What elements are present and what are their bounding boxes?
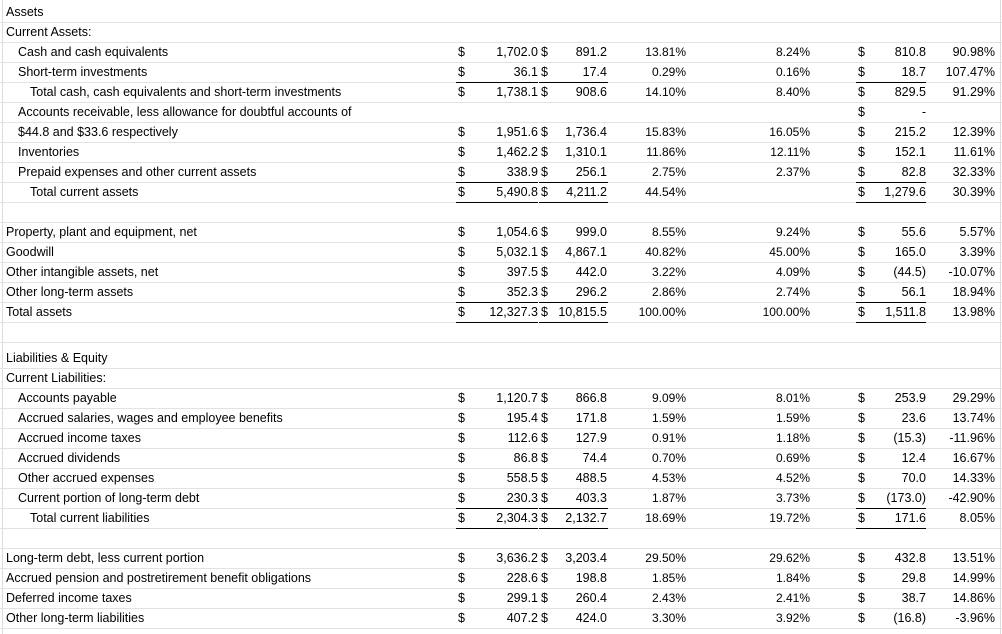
value-prior-year: 4,867.1 xyxy=(565,245,607,259)
percent-current-year: 29.50% xyxy=(645,551,686,565)
row-label: Short-term investments xyxy=(18,65,148,79)
table-row xyxy=(0,83,1002,103)
value-current-year: 5,032.1 xyxy=(496,245,538,259)
value-change: (44.5) xyxy=(893,265,926,279)
percent-prior-year: 4.09% xyxy=(775,265,810,279)
table-row xyxy=(0,409,1002,429)
row-label: Long-term debt, less current portion xyxy=(6,551,205,565)
value-current-year: 5,490.8 xyxy=(496,185,538,199)
row-label: Current Liabilities: xyxy=(6,371,107,385)
value-current-year: 36.1 xyxy=(513,65,538,79)
table-row xyxy=(0,123,1002,143)
currency-symbol: $ xyxy=(858,185,865,199)
currency-symbol: $ xyxy=(858,431,865,445)
table-row xyxy=(0,143,1002,163)
currency-symbol: $ xyxy=(541,451,548,465)
currency-symbol: $ xyxy=(858,105,865,119)
percent-prior-year: 45.00% xyxy=(769,245,810,259)
currency-symbol: $ xyxy=(858,391,865,405)
currency-symbol: $ xyxy=(458,85,465,99)
value-prior-year: 488.5 xyxy=(575,471,607,485)
currency-symbol: $ xyxy=(458,185,465,199)
table-row xyxy=(0,243,1002,263)
currency-symbol: $ xyxy=(458,611,465,625)
percent-prior-year: 2.37% xyxy=(775,165,810,179)
currency-symbol: $ xyxy=(541,165,548,179)
currency-symbol: $ xyxy=(458,145,465,159)
table-row xyxy=(0,569,1002,589)
value-prior-year: 74.4 xyxy=(582,451,607,465)
percent-change: 32.33% xyxy=(952,165,995,179)
table-row xyxy=(0,23,1002,43)
value-current-year: 1,120.7 xyxy=(496,391,538,405)
value-current-year: 230.3 xyxy=(506,491,538,505)
currency-symbol: $ xyxy=(858,305,865,319)
value-current-year: 195.4 xyxy=(506,411,538,425)
table-row xyxy=(0,369,1002,389)
currency-symbol: $ xyxy=(458,45,465,59)
percent-change: -11.96% xyxy=(949,431,995,445)
percent-current-year: 0.91% xyxy=(651,431,686,445)
currency-symbol: $ xyxy=(858,571,865,585)
currency-symbol: $ xyxy=(541,285,548,299)
value-change: 12.4 xyxy=(901,451,926,465)
percent-current-year: 14.10% xyxy=(645,85,686,99)
currency-symbol: $ xyxy=(458,551,465,565)
percent-change: 30.39% xyxy=(952,185,995,199)
currency-symbol: $ xyxy=(858,285,865,299)
value-prior-year: 17.4 xyxy=(582,65,607,79)
currency-symbol: $ xyxy=(458,265,465,279)
percent-current-year: 40.82% xyxy=(645,245,686,259)
percent-prior-year: 0.69% xyxy=(775,451,810,465)
table-row xyxy=(0,389,1002,409)
currency-symbol: $ xyxy=(458,451,465,465)
percent-change: 11.61% xyxy=(953,145,995,159)
currency-symbol: $ xyxy=(858,145,865,159)
currency-symbol: $ xyxy=(858,165,865,179)
currency-symbol: $ xyxy=(458,511,465,525)
currency-symbol: $ xyxy=(541,391,548,405)
currency-symbol: $ xyxy=(541,411,548,425)
value-current-year: 1,702.0 xyxy=(496,45,538,59)
table-row xyxy=(0,609,1002,629)
percent-current-year: 11.86% xyxy=(646,145,686,159)
table-row xyxy=(0,349,1002,369)
table-row xyxy=(0,43,1002,63)
currency-symbol: $ xyxy=(458,491,465,505)
currency-symbol: $ xyxy=(858,245,865,259)
value-current-year: 12,327.3 xyxy=(489,305,538,319)
percent-current-year: 4.53% xyxy=(651,471,686,485)
currency-symbol: $ xyxy=(541,125,548,139)
value-change: 29.8 xyxy=(901,571,926,585)
percent-prior-year: 4.52% xyxy=(775,471,810,485)
value-current-year: 1,738.1 xyxy=(496,85,538,99)
value-change: - xyxy=(921,105,926,119)
value-prior-year: 891.2 xyxy=(575,45,607,59)
row-label: Total current liabilities xyxy=(30,511,150,525)
percent-prior-year: 29.62% xyxy=(769,551,810,565)
currency-symbol: $ xyxy=(541,471,548,485)
currency-symbol: $ xyxy=(858,45,865,59)
currency-symbol: $ xyxy=(858,85,865,99)
currency-symbol: $ xyxy=(458,305,465,319)
value-current-year: 397.5 xyxy=(506,265,538,279)
value-prior-year: 424.0 xyxy=(575,611,607,625)
currency-symbol: $ xyxy=(458,225,465,239)
value-current-year: 112.6 xyxy=(507,431,538,445)
currency-symbol: $ xyxy=(858,591,865,605)
percent-change: 5.57% xyxy=(959,225,995,239)
value-current-year: 228.6 xyxy=(506,571,538,585)
value-prior-year: 4,211.2 xyxy=(566,185,607,199)
value-prior-year: 127.9 xyxy=(575,431,607,445)
value-change: 38.7 xyxy=(901,591,926,605)
currency-symbol: $ xyxy=(458,411,465,425)
value-current-year: 1,951.6 xyxy=(496,125,538,139)
value-prior-year: 3,203.4 xyxy=(565,551,607,565)
row-label: Accrued dividends xyxy=(18,451,121,465)
currency-symbol: $ xyxy=(858,511,865,525)
table-row xyxy=(0,489,1002,509)
value-change: 82.8 xyxy=(901,165,926,179)
value-change: 432.8 xyxy=(894,551,926,565)
percent-change: 107.47% xyxy=(945,65,995,79)
table-row xyxy=(0,263,1002,283)
value-current-year: 1,462.2 xyxy=(496,145,538,159)
percent-change: 13.51% xyxy=(952,551,995,565)
currency-symbol: $ xyxy=(858,551,865,565)
table-row xyxy=(0,283,1002,303)
percent-current-year: 1.85% xyxy=(651,571,686,585)
value-prior-year: 403.3 xyxy=(575,491,607,505)
value-prior-year: 442.0 xyxy=(575,265,607,279)
row-label: Accrued income taxes xyxy=(18,431,141,445)
table-row xyxy=(0,203,1002,223)
table-row xyxy=(0,183,1002,203)
percent-prior-year: 2.41% xyxy=(775,591,810,605)
percent-current-year: 1.87% xyxy=(651,491,686,505)
table-row xyxy=(0,323,1002,343)
value-current-year: 338.9 xyxy=(506,165,538,179)
currency-symbol: $ xyxy=(541,85,548,99)
percent-prior-year: 2.74% xyxy=(775,285,810,299)
percent-prior-year: 3.73% xyxy=(775,491,810,505)
table-row xyxy=(0,469,1002,489)
percent-prior-year: 1.18% xyxy=(775,431,810,445)
percent-current-year: 44.54% xyxy=(645,185,686,199)
value-change: (15.3) xyxy=(893,431,926,445)
percent-current-year: 3.30% xyxy=(651,611,686,625)
currency-symbol: $ xyxy=(541,265,548,279)
value-current-year: 407.2 xyxy=(506,611,538,625)
value-current-year: 1,054.6 xyxy=(496,225,538,239)
grid-line xyxy=(0,342,1002,343)
percent-change: 8.05% xyxy=(959,511,995,525)
currency-symbol: $ xyxy=(858,225,865,239)
percent-current-year: 3.22% xyxy=(651,265,686,279)
table-row xyxy=(0,303,1002,323)
row-label: Inventories xyxy=(18,145,80,159)
percent-current-year: 2.75% xyxy=(651,165,686,179)
percent-change: -10.07% xyxy=(948,265,995,279)
row-label: Total assets xyxy=(6,305,73,319)
currency-symbol: $ xyxy=(858,65,865,79)
row-label: Other long-term assets xyxy=(6,285,134,299)
percent-current-year: 18.69% xyxy=(645,511,686,525)
percent-current-year: 9.09% xyxy=(651,391,686,405)
percent-current-year: 0.70% xyxy=(651,451,686,465)
percent-prior-year: 19.72% xyxy=(769,511,810,525)
percent-current-year: 100.00% xyxy=(638,305,686,319)
currency-symbol: $ xyxy=(541,611,548,625)
percent-prior-year: 0.16% xyxy=(775,65,810,79)
percent-change: 91.29% xyxy=(952,85,995,99)
currency-symbol: $ xyxy=(541,571,548,585)
value-change: 56.1 xyxy=(901,285,926,299)
percent-prior-year: 8.24% xyxy=(775,45,810,59)
row-label: Other long-term liabilities xyxy=(6,611,145,625)
currency-symbol: $ xyxy=(458,125,465,139)
currency-symbol: $ xyxy=(541,491,548,505)
percent-current-year: 0.29% xyxy=(651,65,686,79)
row-label: Prepaid expenses and other current assets xyxy=(18,165,257,179)
table-row xyxy=(0,529,1002,549)
percent-change: 3.39% xyxy=(959,245,995,259)
currency-symbol: $ xyxy=(541,145,548,159)
currency-symbol: $ xyxy=(858,451,865,465)
value-current-year: 3,636.2 xyxy=(496,551,538,565)
percent-change: 14.86% xyxy=(952,591,995,605)
percent-current-year: 2.43% xyxy=(651,591,686,605)
percent-change: 13.74% xyxy=(952,411,995,425)
value-change: 1,279.6 xyxy=(884,185,926,199)
currency-symbol: $ xyxy=(541,45,548,59)
value-change: 215.2 xyxy=(894,125,926,139)
value-current-year: 2,304.3 xyxy=(496,511,538,525)
percent-change: 14.99% xyxy=(952,571,995,585)
currency-symbol: $ xyxy=(858,611,865,625)
value-change: 253.9 xyxy=(894,391,926,405)
currency-symbol: $ xyxy=(458,571,465,585)
currency-symbol: $ xyxy=(541,65,548,79)
value-prior-year: 260.4 xyxy=(575,591,607,605)
row-label: Goodwill xyxy=(6,245,54,259)
currency-symbol: $ xyxy=(458,591,465,605)
value-current-year: 558.5 xyxy=(506,471,538,485)
table-row xyxy=(0,3,1002,23)
value-prior-year: 171.8 xyxy=(575,411,607,425)
row-label: $44.8 and $33.6 respectively xyxy=(18,125,178,139)
value-change: 810.8 xyxy=(894,45,926,59)
percent-prior-year: 100.00% xyxy=(762,305,810,319)
value-prior-year: 866.8 xyxy=(575,391,607,405)
percent-current-year: 8.55% xyxy=(651,225,686,239)
value-change: 165.0 xyxy=(894,245,926,259)
currency-symbol: $ xyxy=(458,285,465,299)
row-label: Total cash, cash equivalents and short-term investments xyxy=(30,85,342,99)
table-row xyxy=(0,223,1002,243)
row-label: Other accrued expenses xyxy=(18,471,155,485)
percent-prior-year: 8.01% xyxy=(775,391,810,405)
row-label: Accrued salaries, wages and employee benefits xyxy=(18,411,283,425)
currency-symbol: $ xyxy=(541,185,548,199)
percent-change: 90.98% xyxy=(952,45,995,59)
value-prior-year: 999.0 xyxy=(575,225,607,239)
percent-prior-year: 1.84% xyxy=(775,571,810,585)
percent-change: 12.39% xyxy=(952,125,995,139)
value-change: 152.1 xyxy=(894,145,926,159)
percent-change: -3.96% xyxy=(955,611,995,625)
row-label: Cash and cash equivalents xyxy=(18,45,169,59)
percent-current-year: 13.81% xyxy=(645,45,686,59)
row-label: Assets xyxy=(6,5,44,19)
row-label: Accounts receivable, less allowance for doubtful accounts of xyxy=(18,105,352,119)
currency-symbol: $ xyxy=(458,431,465,445)
value-prior-year: 2,132.7 xyxy=(565,511,607,525)
row-label: Property, plant and equipment, net xyxy=(6,225,197,239)
row-label: Current portion of long-term debt xyxy=(18,491,200,505)
table-row xyxy=(0,449,1002,469)
currency-symbol: $ xyxy=(858,491,865,505)
value-change: 55.6 xyxy=(901,225,926,239)
row-label: Other intangible assets, net xyxy=(6,265,159,279)
percent-current-year: 15.83% xyxy=(645,125,686,139)
value-change: 23.6 xyxy=(901,411,926,425)
percent-current-year: 2.86% xyxy=(651,285,686,299)
table-row xyxy=(0,429,1002,449)
table-row xyxy=(0,509,1002,529)
grid-line xyxy=(0,628,1002,629)
row-label: Current Assets: xyxy=(6,25,92,39)
currency-symbol: $ xyxy=(541,511,548,525)
percent-change: 18.94% xyxy=(952,285,995,299)
currency-symbol: $ xyxy=(858,411,865,425)
currency-symbol: $ xyxy=(541,245,548,259)
currency-symbol: $ xyxy=(541,305,548,319)
currency-symbol: $ xyxy=(541,551,548,565)
value-prior-year: 198.8 xyxy=(575,571,607,585)
table-row xyxy=(0,103,1002,123)
percent-current-year: 1.59% xyxy=(651,411,686,425)
percent-change: 13.98% xyxy=(952,305,995,319)
percent-change: 14.33% xyxy=(952,471,995,485)
value-change: 171.6 xyxy=(894,511,926,525)
value-change: 70.0 xyxy=(901,471,926,485)
percent-change: 16.67% xyxy=(952,451,995,465)
value-change: (173.0) xyxy=(886,491,926,505)
currency-symbol: $ xyxy=(458,65,465,79)
value-change: 1,511.8 xyxy=(885,305,926,319)
value-prior-year: 256.1 xyxy=(575,165,607,179)
value-change: 18.7 xyxy=(901,65,926,79)
percent-prior-year: 9.24% xyxy=(775,225,810,239)
value-prior-year: 1,310.1 xyxy=(565,145,607,159)
currency-symbol: $ xyxy=(858,265,865,279)
currency-symbol: $ xyxy=(458,165,465,179)
value-prior-year: 10,815.5 xyxy=(558,305,607,319)
currency-symbol: $ xyxy=(458,245,465,259)
row-label: Deferred income taxes xyxy=(6,591,132,605)
percent-change: 29.29% xyxy=(952,391,995,405)
value-prior-year: 908.6 xyxy=(575,85,607,99)
table-row xyxy=(0,549,1002,569)
percent-prior-year: 16.05% xyxy=(769,125,810,139)
value-change: (16.8) xyxy=(893,611,926,625)
row-label: Total current assets xyxy=(30,185,139,199)
row-label: Accounts payable xyxy=(18,391,117,405)
percent-prior-year: 12.11% xyxy=(770,145,810,159)
percent-prior-year: 8.40% xyxy=(775,85,810,99)
value-change: 829.5 xyxy=(894,85,926,99)
value-current-year: 86.8 xyxy=(513,451,538,465)
currency-symbol: $ xyxy=(541,225,548,239)
currency-symbol: $ xyxy=(541,591,548,605)
table-row xyxy=(0,163,1002,183)
percent-change: -42.90% xyxy=(948,491,995,505)
currency-symbol: $ xyxy=(858,125,865,139)
percent-prior-year: 1.59% xyxy=(775,411,810,425)
table-row xyxy=(0,589,1002,609)
value-prior-year: 296.2 xyxy=(575,285,607,299)
row-label: Accrued pension and postretirement benefit obligations xyxy=(6,571,312,585)
table-row xyxy=(0,63,1002,83)
currency-symbol: $ xyxy=(541,431,548,445)
value-current-year: 299.1 xyxy=(506,591,538,605)
value-current-year: 352.3 xyxy=(506,285,538,299)
row-label: Liabilities & Equity xyxy=(6,351,108,365)
currency-symbol: $ xyxy=(458,391,465,405)
value-prior-year: 1,736.4 xyxy=(565,125,607,139)
currency-symbol: $ xyxy=(858,471,865,485)
currency-symbol: $ xyxy=(458,471,465,485)
percent-prior-year: 3.92% xyxy=(775,611,810,625)
